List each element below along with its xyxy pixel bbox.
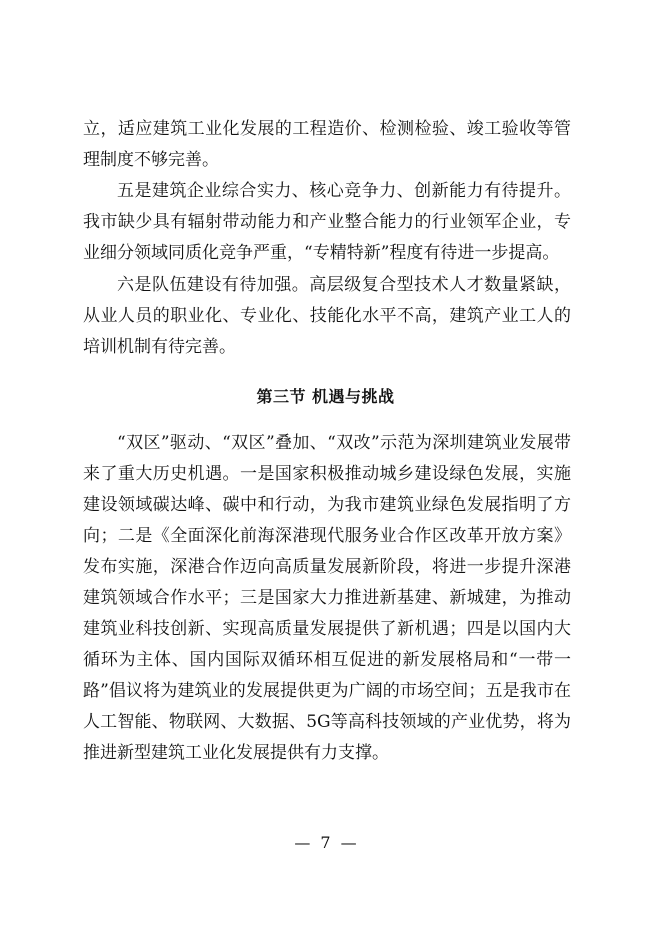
page-number xyxy=(0,833,651,853)
page-number-value: 7 xyxy=(320,833,331,852)
paragraph-continuation: 立，适应建筑工业化发展的工程造价、检测检验、竣工验收等管理制度不够完善。 xyxy=(83,119,571,170)
paragraph-opportunities: “双区”驱动、“双区”叠加、“双改”示范为深圳建筑业发展带来了重大历史机遇。一是国家积极推动城乡建设绿色发展，实施建设领域碳达峰、碳中和行动，为我市建筑业绿色发展指明了方向；二是《全面深化前海深港现代服务业合作区改革开放方案》发布实施，深港合作迈向高质量发展新阶段，将进一步提升深港建筑领域合作水平；三是国家大力推进新基建、新城建，为推动建筑业科技创新、实现高质量发展提供了新机遇；四是以国内大循环为主体、国内国际双循环相互促进的新发展格局和“一带一路”倡议将为建筑业的发展提供更为广阔的市场空间；五是我市在人工智能、物联网、大数据、5G等高科技领域的产业优势，将为推进新型建筑工业化发展提供有力支撑。 xyxy=(83,433,571,763)
page-number-dash-left: — xyxy=(294,833,311,852)
paragraph-point-six: 六是队伍建设有待加强。高层级复合型技术人才数量紧缺，从业人员的职业化、专业化、技能化水平不高，建筑产业工人的培训机制有待完善。 xyxy=(83,275,571,357)
section-heading: 第三节 机遇与挑战 xyxy=(256,387,395,406)
paragraph-point-five: 五是建筑企业综合实力、核心竞争力、创新能力有待提升。我市缺少具有辐射带动能力和产业整合能力的行业领军企业，专业细分领域同质化竞争严重，“专精特新”程度有待进一步提高。 xyxy=(83,181,571,263)
page-number-dash-right: — xyxy=(340,833,357,852)
